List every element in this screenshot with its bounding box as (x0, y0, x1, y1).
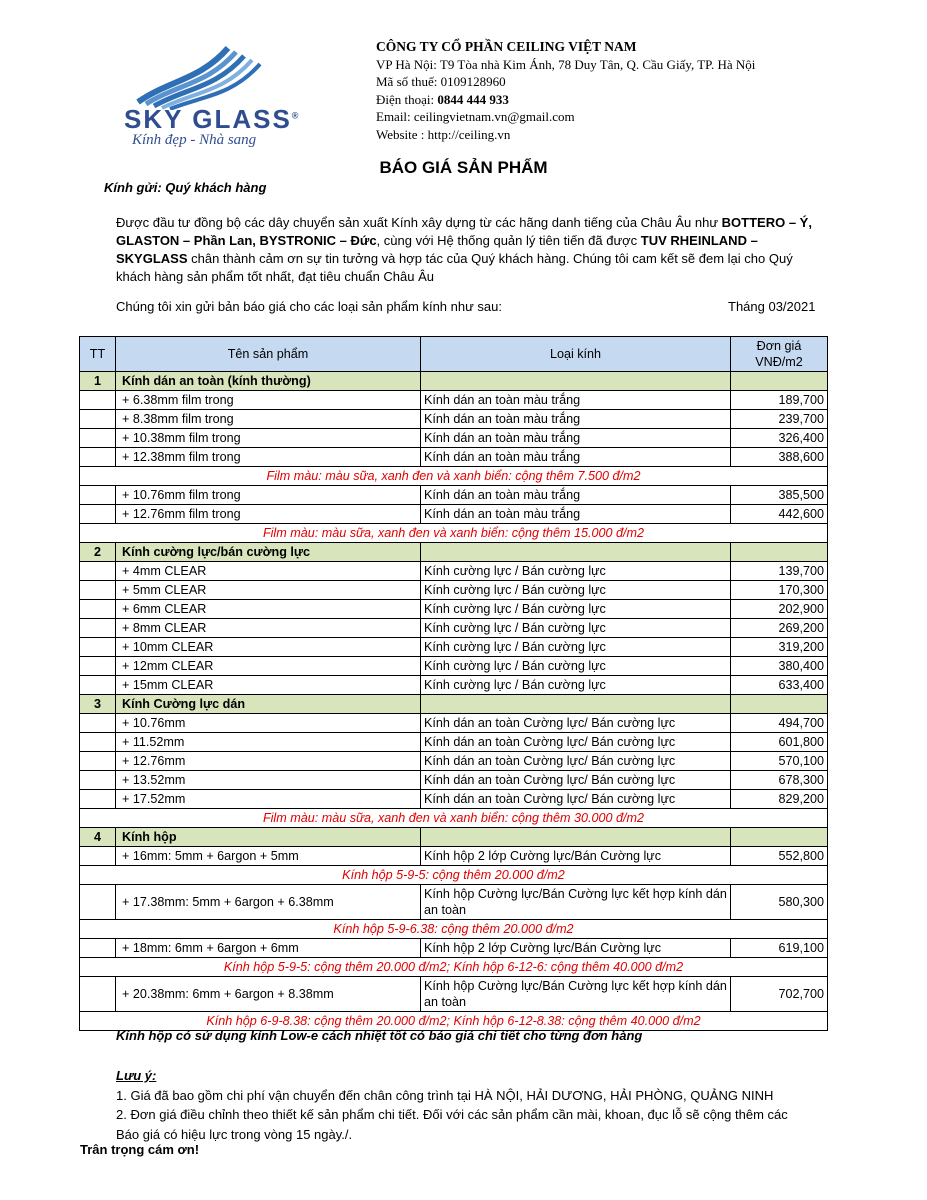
empty-cell (80, 619, 116, 638)
surcharge-note-row (80, 866, 828, 885)
glass-type: Kính cường lực / Bán cường lực (421, 600, 731, 619)
empty-cell (80, 562, 116, 581)
company-address: VP Hà Nội: T9 Tòa nhà Kim Ánh, 78 Duy Tân, Q. Cầu Giấy, TP. Hà Nội (376, 56, 756, 72)
table-row (80, 600, 828, 619)
send-line: Chúng tôi xin gửi bản báo giá cho các loại sản phẩm kính như sau: (116, 299, 502, 314)
table-row (80, 581, 828, 600)
product-name: + 8mm CLEAR (116, 619, 421, 638)
table-row (80, 847, 828, 866)
company-website: Website : http://ceiling.vn (376, 126, 511, 142)
table-row (80, 391, 828, 410)
unit-price: 619,100 (731, 939, 828, 958)
glass-type: Kính cường lực / Bán cường lực (421, 581, 731, 600)
glass-type: Kính dán an toàn màu trắng (421, 429, 731, 448)
company-name: CÔNG TY CỔ PHẦN CEILING VIỆT NAM (376, 39, 637, 54)
price-table (79, 336, 828, 1031)
empty-cell (80, 676, 116, 695)
product-name: + 18mm: 6mm + 6argon + 6mm (116, 939, 421, 958)
glass-type: Kính cường lực / Bán cường lực (421, 619, 731, 638)
company-info (376, 38, 755, 143)
product-name: + 15mm CLEAR (116, 676, 421, 695)
quote-month: Tháng 03/2021 (728, 299, 816, 314)
empty-cell (80, 790, 116, 809)
product-name: + 6.38mm film trong (116, 391, 421, 410)
product-name: + 13.52mm (116, 771, 421, 790)
empty-cell (80, 733, 116, 752)
glass-type: Kính cường lực / Bán cường lực (421, 638, 731, 657)
surcharge-note-row (80, 809, 828, 828)
product-name: + 12mm CLEAR (116, 657, 421, 676)
glass-type: Kính hộp Cường lực/Bán Cường lực kết hợp kính dán an toàn (421, 977, 731, 1012)
note-item: 1. Giá đã bao gồm chi phí vận chuyển đến chân công trình tại HÀ NỘI, HẢI DƯƠNG, HẢI PHÒNG, QUẢNG NINH (116, 1087, 774, 1103)
surcharge-note: Kính hộp 5-9-5: cộng thêm 20.000 đ/m2; Kính hộp 6-12-6: cộng thêm 40.000 đ/m2 (80, 958, 828, 977)
section-number: 4 (80, 828, 116, 847)
logo-slogan: Kính đẹp - Nhà sang (132, 132, 257, 148)
glass-type: Kính hộp 2 lớp Cường lực/Bán Cường lực (421, 847, 731, 866)
surcharge-note-row (80, 524, 828, 543)
table-header-row (80, 337, 828, 372)
table-row (80, 714, 828, 733)
unit-price: 580,300 (731, 885, 828, 920)
empty-cell (80, 752, 116, 771)
section-row (80, 543, 828, 562)
unit-price: 829,200 (731, 790, 828, 809)
empty-cell (80, 885, 116, 920)
empty-cell (80, 638, 116, 657)
wave-logo-icon (110, 40, 280, 110)
empty-cell (80, 714, 116, 733)
unit-price: 319,200 (731, 638, 828, 657)
empty-cell (80, 505, 116, 524)
section-title: Kính dán an toàn (kính thường) (116, 372, 421, 391)
unit-price: 442,600 (731, 505, 828, 524)
product-name: + 11.52mm (116, 733, 421, 752)
unit-price: 702,700 (731, 977, 828, 1012)
table-row (80, 752, 828, 771)
table-row (80, 885, 828, 920)
unit-price: 388,600 (731, 448, 828, 467)
glass-type: Kính dán an toàn Cường lực/ Bán cường lực (421, 790, 731, 809)
unit-price: 633,400 (731, 676, 828, 695)
empty-cell (421, 543, 731, 562)
empty-cell (80, 977, 116, 1012)
empty-cell (80, 581, 116, 600)
product-name: + 10.76mm film trong (116, 486, 421, 505)
company-phone: Điện thoại: 0844 444 933 (376, 91, 509, 107)
empty-cell (80, 448, 116, 467)
section-title: Kính hộp (116, 828, 421, 847)
glass-type: Kính hộp Cường lực/Bán Cường lực kết hợp kính dán an toàn (421, 885, 731, 920)
table-row (80, 448, 828, 467)
empty-cell (421, 695, 731, 714)
note-item: Báo giá có hiệu lực trong vòng 15 ngày./. (116, 1126, 353, 1142)
intro-paragraph: Được đầu tư đồng bộ các dây chuyển sản xuất Kính xây dựng từ các hãng danh tiếng của Châu Âu như BOTTERO – Ý, GLASTON – Phần Lan, BYSTRONIC – Đức, cùng với Hệ thống quản lý tiên tiến đã được TUV RHEINLAND – SKYGLASS chân thành cảm ơn sự tin tưởng và hợp tác của Quý khách hàng. Chúng tôi cam kết sẽ đem lại cho Quý khách hàng sản phẩm tốt nhất, đạt tiêu chuẩn Châu Âu (116, 215, 812, 284)
table-row (80, 790, 828, 809)
product-name: + 10.76mm (116, 714, 421, 733)
glass-type: Kính dán an toàn màu trắng (421, 391, 731, 410)
table-row (80, 410, 828, 429)
table-row (80, 505, 828, 524)
section-row (80, 372, 828, 391)
table-row (80, 638, 828, 657)
unit-price: 326,400 (731, 429, 828, 448)
unit-price: 189,700 (731, 391, 828, 410)
product-name: + 12.38mm film trong (116, 448, 421, 467)
surcharge-note: Kính hộp 6-9-8.38: cộng thêm 20.000 đ/m2; Kính hộp 6-12-8.38: cộng thêm 40.000 đ/m2 (80, 1012, 828, 1031)
glass-type: Kính dán an toàn Cường lực/ Bán cường lực (421, 733, 731, 752)
empty-cell (80, 486, 116, 505)
header-unit-price: Đơn giá VNĐ/m2 (731, 337, 828, 372)
glass-type: Kính dán an toàn màu trắng (421, 486, 731, 505)
product-name: + 5mm CLEAR (116, 581, 421, 600)
product-name: + 17.52mm (116, 790, 421, 809)
unit-price: 385,500 (731, 486, 828, 505)
unit-price: 552,800 (731, 847, 828, 866)
glass-type: Kính cường lực / Bán cường lực (421, 562, 731, 581)
section-title: Kính Cường lực dán (116, 695, 421, 714)
table-row (80, 657, 828, 676)
glass-type: Kính hộp 2 lớp Cường lực/Bán Cường lực (421, 939, 731, 958)
unit-price: 494,700 (731, 714, 828, 733)
empty-cell (80, 771, 116, 790)
empty-cell (80, 410, 116, 429)
product-name: + 16mm: 5mm + 6argon + 5mm (116, 847, 421, 866)
section-number: 2 (80, 543, 116, 562)
section-number: 1 (80, 372, 116, 391)
section-row (80, 695, 828, 714)
unit-price: 170,300 (731, 581, 828, 600)
glass-type: Kính dán an toàn Cường lực/ Bán cường lực (421, 771, 731, 790)
company-logo (110, 40, 301, 150)
unit-price: 239,700 (731, 410, 828, 429)
header-product-name: Tên sản phẩm (116, 337, 421, 372)
glass-type: Kính dán an toàn màu trắng (421, 505, 731, 524)
empty-cell (731, 543, 828, 562)
surcharge-note: Film màu: màu sữa, xanh đen và xanh biển: cộng thêm 7.500 đ/m2 (80, 467, 828, 486)
surcharge-note: Kính hộp 5-9-5: cộng thêm 20.000 đ/m2 (80, 866, 828, 885)
glass-type: Kính dán an toàn Cường lực/ Bán cường lực (421, 752, 731, 771)
surcharge-note: Film màu: màu sữa, xanh đen và xanh biển: cộng thêm 30.000 đ/m2 (80, 809, 828, 828)
unit-price: 269,200 (731, 619, 828, 638)
empty-cell (80, 600, 116, 619)
product-name: + 12.76mm film trong (116, 505, 421, 524)
table-row (80, 619, 828, 638)
product-name: + 8.38mm film trong (116, 410, 421, 429)
page-title: BÁO GIÁ SẢN PHẨM (379, 158, 548, 177)
surcharge-note-row (80, 920, 828, 939)
table-body (80, 372, 828, 1031)
glass-type: Kính dán an toàn màu trắng (421, 448, 731, 467)
unit-price: 139,700 (731, 562, 828, 581)
surcharge-note-row (80, 958, 828, 977)
table-row (80, 562, 828, 581)
greeting: Kính gửi: Quý khách hàng (104, 180, 267, 195)
table-row (80, 486, 828, 505)
empty-cell (421, 372, 731, 391)
company-email: Email: ceilingvietnam.vn@gmail.com (376, 109, 575, 124)
glass-type: Kính cường lực / Bán cường lực (421, 657, 731, 676)
table-row (80, 429, 828, 448)
unit-price: 202,900 (731, 600, 828, 619)
section-number: 3 (80, 695, 116, 714)
unit-price: 380,400 (731, 657, 828, 676)
empty-cell (731, 372, 828, 391)
section-row (80, 828, 828, 847)
empty-cell (80, 429, 116, 448)
table-row (80, 733, 828, 752)
surcharge-note-row (80, 467, 828, 486)
product-name: + 4mm CLEAR (116, 562, 421, 581)
notes-block (116, 1066, 788, 1144)
unit-price: 678,300 (731, 771, 828, 790)
product-name: + 10mm CLEAR (116, 638, 421, 657)
product-name: + 17.38mm: 5mm + 6argon + 6.38mm (116, 885, 421, 920)
table-row (80, 771, 828, 790)
empty-cell (421, 828, 731, 847)
empty-cell (80, 847, 116, 866)
glass-type: Kính cường lực / Bán cường lực (421, 676, 731, 695)
surcharge-note: Kính hộp 5-9-6.38: cộng thêm 20.000 đ/m2 (80, 920, 828, 939)
table-row (80, 676, 828, 695)
header-glass-type: Loại kính (421, 337, 731, 372)
product-name: + 12.76mm (116, 752, 421, 771)
empty-cell (731, 695, 828, 714)
table-row (80, 977, 828, 1012)
logo-brand: SKY GLASS® (124, 104, 301, 134)
empty-cell (80, 657, 116, 676)
empty-cell (80, 391, 116, 410)
table-row (80, 939, 828, 958)
glass-type: Kính dán an toàn Cường lực/ Bán cường lực (421, 714, 731, 733)
surcharge-note: Film màu: màu sữa, xanh đen và xanh biển: cộng thêm 15.000 đ/m2 (80, 524, 828, 543)
low-e-footnote: Kính hộp có sử dụng kính Low-e cách nhiệt tốt có báo giá chi tiết cho từng đơn hàng (116, 1028, 643, 1043)
empty-cell (80, 939, 116, 958)
note-item: 2. Đơn giá điều chỉnh theo thiết kế sản phẩm chi tiết. Đối với các sản phẩm cần mài, khoan, đục lỗ sẽ cộng thêm các (116, 1107, 788, 1122)
unit-price: 570,100 (731, 752, 828, 771)
notes-heading: Lưu ý: (116, 1068, 157, 1083)
product-name: + 6mm CLEAR (116, 600, 421, 619)
unit-price: 601,800 (731, 733, 828, 752)
closing-thanks: Trân trọng cám ơn! (80, 1142, 200, 1157)
product-name: + 10.38mm film trong (116, 429, 421, 448)
empty-cell (731, 828, 828, 847)
company-tax: Mã số thuế: 0109128960 (376, 74, 506, 89)
header-tt: TT (80, 337, 116, 372)
glass-type: Kính dán an toàn màu trắng (421, 410, 731, 429)
section-title: Kính cường lực/bán cường lực (116, 543, 421, 562)
product-name: + 20.38mm: 6mm + 6argon + 8.38mm (116, 977, 421, 1012)
